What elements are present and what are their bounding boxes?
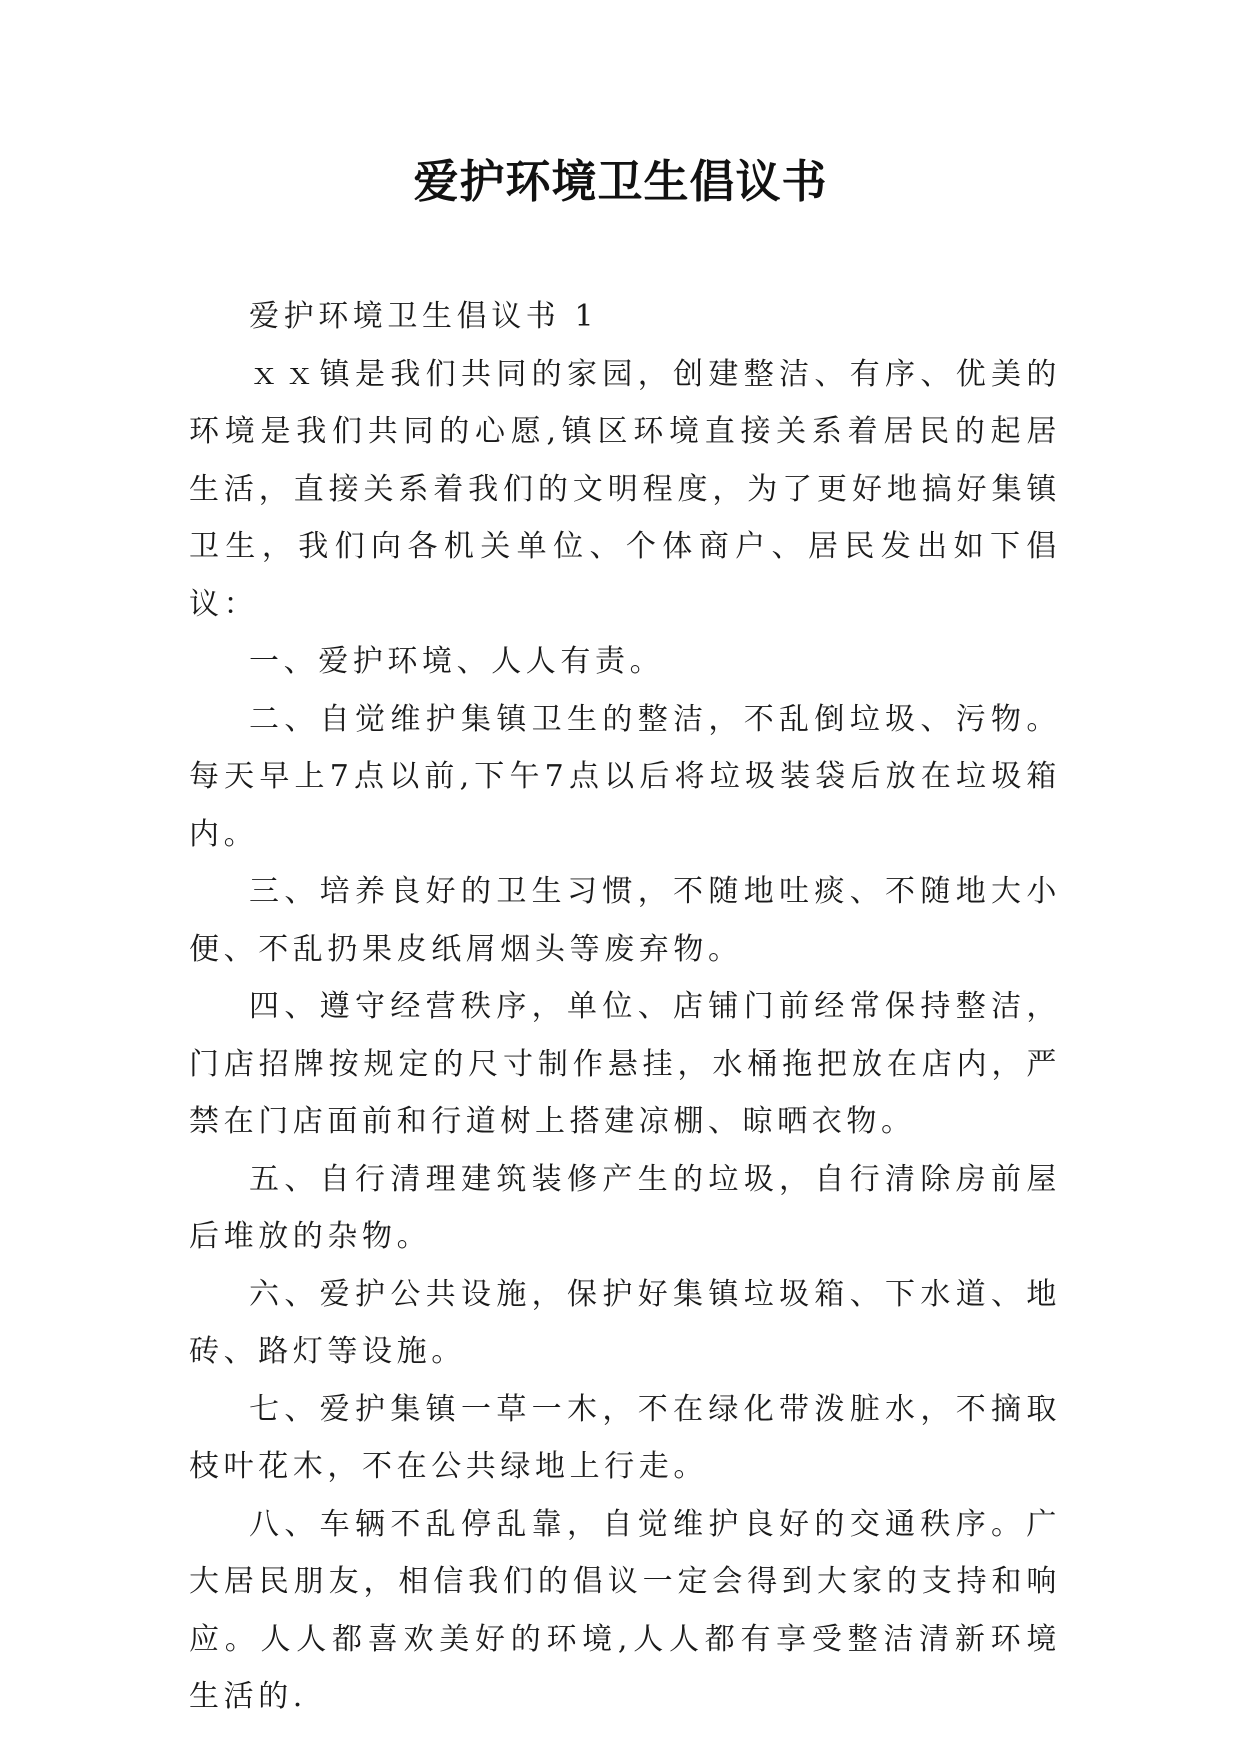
subtitle-paragraph: 爱护环境卫生倡议书 1 [249, 299, 599, 334]
proposal-item-8: 八、车辆不乱停乱靠，自觉维护良好的交通秩序。广大居民朋友，相信我们的倡议一定会得到大家的支持和响应。人人都喜欢美好的环境,人人都有享受整洁清新环境生活的. [189, 1506, 1061, 1714]
proposal-item-4: 四、遵守经营秩序，单位、店铺门前经常保持整洁，门店招牌按规定的尺寸制作悬挂，水桶拖把放在店内，严禁在门店面前和行道树上搭建凉棚、晾晒衣物。 [189, 989, 1061, 1139]
proposal-item-7: 七、爱护集镇一草一木，不在绿化带泼脏水，不摘取枝叶花木，不在公共绿地上行走。 [189, 1391, 1061, 1484]
proposal-item-6: 六、爱护公共设施，保护好集镇垃圾箱、下水道、地砖、路灯等设施。 [189, 1276, 1061, 1369]
proposal-item-5: 五、自行清理建筑装修产生的垃圾，自行清除房前屋后堆放的杂物。 [189, 1161, 1061, 1254]
document-body [189, 288, 1061, 1726]
proposal-item-1: 一、爱护环境、人人有责。 [249, 644, 665, 679]
proposal-item-3: 三、培养良好的卫生习惯，不随地吐痰、不随地大小便、不乱扔果皮纸屑烟头等废弃物。 [189, 874, 1061, 967]
proposal-item-2: 二、自觉维护集镇卫生的整洁，不乱倒垃圾、污物。每天早上7点以前,下午7点以后将垃圾装袋后放在垃圾箱内。 [189, 701, 1061, 852]
intro-paragraph: ｘｘ镇是我们共同的家园，创建整洁、有序、优美的环境是我们共同的心愿,镇区环境直接关系着居民的起居生活，直接关系着我们的文明程度，为了更好地搞好集镇卫生，我们向各机关单位、个体商户、居民发出如下倡议： [189, 356, 1061, 622]
document-title: 爱护环境卫生倡议书 [413, 155, 828, 208]
